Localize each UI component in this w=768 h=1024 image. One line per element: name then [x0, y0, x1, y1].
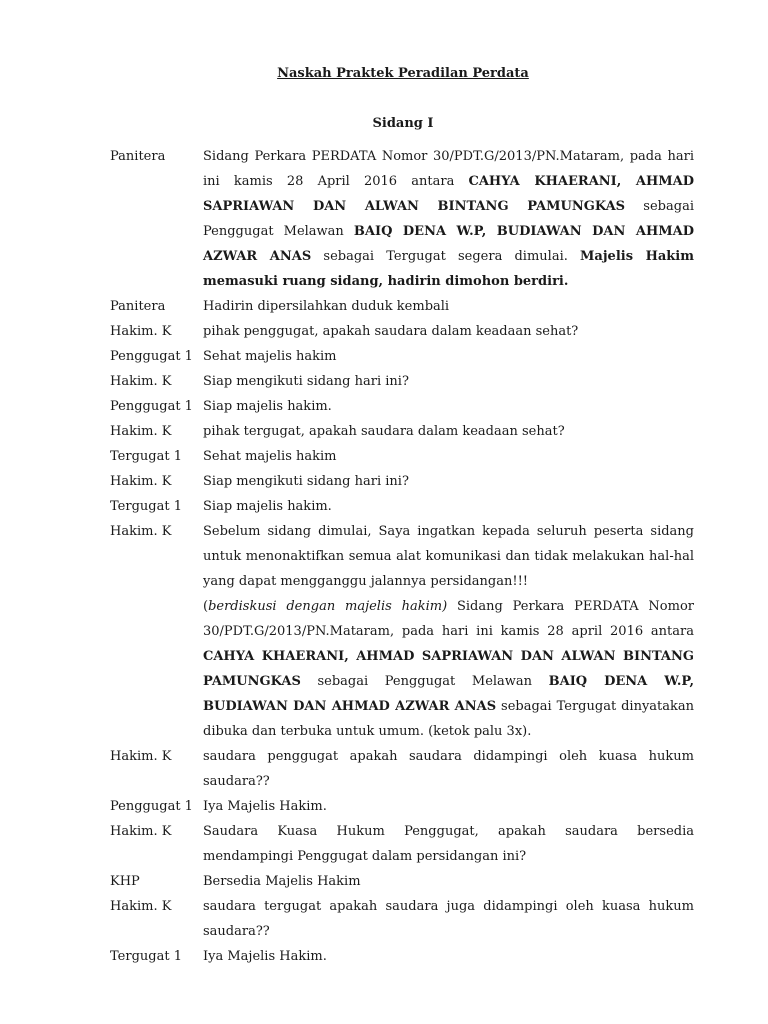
text-segment: Siap majelis hakim.	[203, 399, 332, 414]
dialog-text	[203, 469, 694, 494]
dialog-row	[110, 594, 694, 744]
bold-text: Majelis Hakim memasuki ruang sidang, hadirin dimohon berdiri.	[203, 249, 694, 289]
dialog-text	[203, 519, 694, 594]
dialog-row	[110, 394, 694, 419]
speaker-label: Hakim. K	[110, 749, 172, 764]
bold-text: BAIQ DENA W.P, BUDIAWAN DAN AHMAD AZWAR ANAS	[203, 224, 694, 264]
dialog-text	[203, 594, 694, 744]
dialog-row	[110, 144, 694, 294]
dialog-text	[203, 744, 694, 794]
text-segment: Siap mengikuti sidang hari ini?	[203, 374, 409, 389]
dialog-text	[203, 819, 694, 869]
speaker-label: Tergugat 1	[110, 449, 182, 464]
dialog-text	[203, 419, 694, 444]
speaker-label: Penggugat 1	[110, 799, 193, 814]
text-segment: Iya Majelis Hakim.	[203, 799, 327, 814]
text-segment: saudara tergugat apakah saudara juga didampingi oleh kuasa hukum saudara??	[203, 899, 694, 939]
text-segment: (	[203, 599, 209, 614]
dialog-text	[203, 794, 694, 819]
dialog-row	[110, 369, 694, 394]
dialog-row	[110, 319, 694, 344]
dialog-row	[110, 444, 694, 469]
speaker-label: Tergugat 1	[110, 949, 182, 964]
bold-text: BAIQ DENA W.P, BUDIAWAN DAN AHMAD AZWAR ANAS	[203, 674, 694, 714]
text-segment: sebagai Penggugat Melawan	[300, 674, 549, 689]
dialog-row	[110, 419, 694, 444]
text-segment: Sehat majelis hakim	[203, 349, 337, 364]
text-segment: pihak penggugat, apakah saudara dalam keadaan sehat?	[203, 324, 579, 339]
text-segment: Sebelum sidang dimulai, Saya ingatkan kepada seluruh peserta sidang untuk menonaktifkan semua alat komunikasi dan tidak melakukan hal-hal yang dapat mengganggu jalannya persidangan!!!	[203, 524, 694, 589]
italic-text: berdiskusi dengan majelis hakim)	[208, 599, 448, 614]
dialog-row	[110, 494, 694, 519]
dialog-text	[203, 944, 694, 969]
text-segment: pihak tergugat, apakah saudara dalam keadaan sehat?	[203, 424, 565, 439]
dialog-row	[110, 819, 694, 869]
text-segment: sebagai Tergugat dinyatakan dibuka dan terbuka untuk umum. (ketok palu 3x).	[203, 699, 695, 739]
document-title: Naskah Praktek Peradilan Perdata	[277, 66, 529, 81]
text-segment: Siap mengikuti sidang hari ini?	[203, 474, 409, 489]
text-segment: Iya Majelis Hakim.	[203, 949, 327, 964]
speaker-label: Hakim. K	[110, 424, 172, 439]
text-segment: sebagai Tergugat segera dimulai.	[311, 249, 581, 264]
speaker-label: Tergugat 1	[110, 499, 182, 514]
dialog-text	[203, 494, 694, 519]
speaker-label: KHP	[110, 874, 140, 889]
dialog-text	[203, 369, 694, 394]
speaker-label	[110, 594, 203, 744]
text-segment: Siap majelis hakim.	[203, 499, 332, 514]
dialog-row	[110, 744, 694, 794]
dialog-text	[203, 294, 694, 319]
dialog-transcript	[110, 144, 694, 969]
dialog-text	[203, 444, 694, 469]
bold-text: CAHYA KHAERANI, AHMAD SAPRIAWAN DAN ALWAN BINTANG PAMUNGKAS	[203, 174, 694, 214]
speaker-label: Penggugat 1	[110, 349, 193, 364]
session-heading: Sidang I	[372, 116, 434, 131]
dialog-row	[110, 944, 694, 969]
text-segment: Sehat majelis hakim	[203, 449, 337, 464]
dialog-row	[110, 869, 694, 894]
text-segment: Hadirin dipersilahkan duduk kembali	[203, 299, 450, 314]
speaker-label: Hakim. K	[110, 474, 172, 489]
dialog-row	[110, 344, 694, 369]
speaker-label: Panitera	[110, 149, 166, 164]
dialog-row	[110, 519, 694, 594]
text-segment: sebagai Penggugat Melawan	[203, 199, 694, 239]
dialog-text	[203, 319, 694, 344]
text-segment: Bersedia Majelis Hakim	[203, 874, 361, 889]
text-segment: Saudara Kuasa Hukum Penggugat, apakah saudara bersedia mendampingi Penggugat dalam persidangan ini?	[203, 824, 694, 864]
dialog-row	[110, 894, 694, 944]
speaker-label: Hakim. K	[110, 374, 172, 389]
dialog-text	[203, 894, 694, 944]
speaker-label: Panitera	[110, 299, 166, 314]
dialog-text	[203, 394, 694, 419]
dialog-row	[110, 794, 694, 819]
dialog-text	[203, 344, 694, 369]
speaker-label: Hakim. K	[110, 824, 172, 839]
bold-text: CAHYA KHAERANI, AHMAD SAPRIAWAN DAN ALWAN BINTANG PAMUNGKAS	[203, 649, 694, 689]
text-segment: saudara penggugat apakah saudara didampingi oleh kuasa hukum saudara??	[203, 749, 694, 789]
text-segment: Sidang Perkara PERDATA Nomor 30/PDT.G/2013/PN.Mataram, pada hari ini kamis 28 April 2016 antara	[203, 149, 694, 189]
dialog-row	[110, 294, 694, 319]
text-segment: Sidang Perkara PERDATA Nomor 30/PDT.G/2013/PN.Mataram, pada hari ini kamis 28 april 2016 antara	[203, 599, 694, 639]
dialog-text	[203, 869, 694, 894]
speaker-label: Hakim. K	[110, 524, 172, 539]
dialog-row	[110, 469, 694, 494]
speaker-label: Hakim. K	[110, 899, 172, 914]
speaker-label: Hakim. K	[110, 324, 172, 339]
dialog-text	[203, 144, 694, 294]
speaker-label: Penggugat 1	[110, 399, 193, 414]
